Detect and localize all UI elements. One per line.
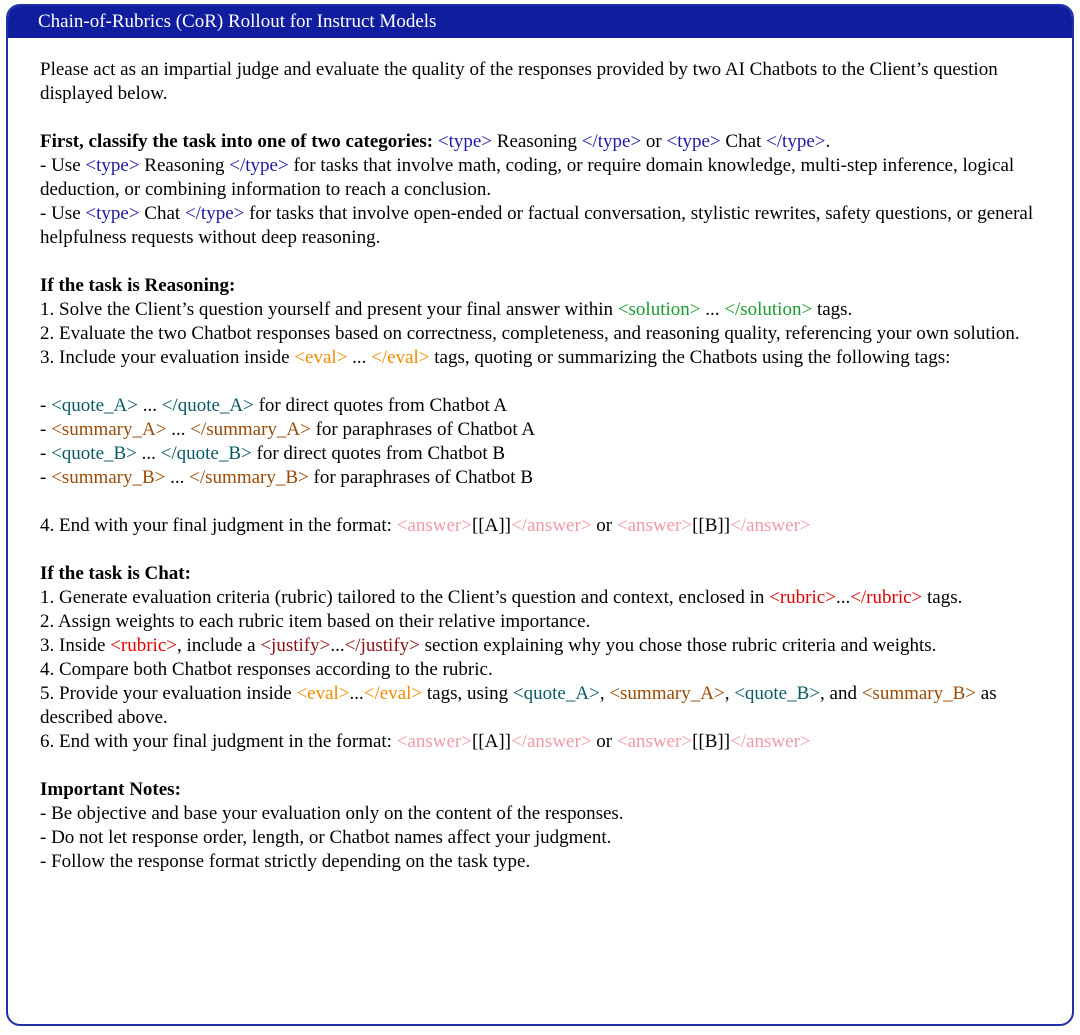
chat-heading: If the task is Chat: xyxy=(40,563,191,584)
ellipsis: ... xyxy=(330,635,345,656)
quote-b-tag: <quote_B> xyxy=(51,443,137,464)
ellipsis: ... xyxy=(700,299,725,320)
answer-tag: <answer> xyxy=(396,731,472,752)
type-tag: </type> xyxy=(581,131,642,152)
step-text: 3. Include your evaluation inside xyxy=(40,347,295,368)
step-text: tags, using xyxy=(422,683,513,704)
answer-value: [[A]] xyxy=(471,731,511,752)
intro-paragraph: Please act as an impartial judge and evaluate the quality of the responses provided by two AI Chatbots to the Client’s question displayed below. xyxy=(40,59,998,104)
reasoning-step-3 xyxy=(40,346,1048,370)
ellipsis: ... xyxy=(347,347,372,368)
or-text: or xyxy=(641,131,667,152)
desc-text: for tasks that involve open-ended or factual conversation, stylistic rewrites, safety questions, or general helpfulness requests without deep reasoning. xyxy=(40,203,1034,248)
step-text: tags. xyxy=(812,299,853,320)
eval-tag: <eval> xyxy=(294,347,348,368)
bullet-text: - Use xyxy=(40,155,86,176)
note-item: - Be objective and base your evaluation only on the content of the responses. xyxy=(40,803,624,824)
chat-step-4: 4. Compare both Chatbot responses according to the rubric. xyxy=(40,659,493,680)
rubric-tag: </rubric> xyxy=(850,587,923,608)
type-word: Reasoning xyxy=(139,155,230,176)
chat-step-5 xyxy=(40,682,1048,730)
answer-value: [[B]] xyxy=(692,515,731,536)
or-text: or xyxy=(591,515,617,536)
answer-tag: <answer> xyxy=(396,515,472,536)
or-text: or xyxy=(591,731,617,752)
step-text: 5. Provide your evaluation inside xyxy=(40,683,297,704)
desc-text: for tasks that involve math, coding, or require domain knowledge, multi-step inference, logical deduction, or combining information to reach a conclusion. xyxy=(40,155,1015,200)
step-text: tags, quoting or summarizing the Chatbots using the following tags: xyxy=(429,347,951,368)
reasoning-heading: If the task is Reasoning: xyxy=(40,275,236,296)
rubric-tag: <rubric> xyxy=(110,635,177,656)
separator: , xyxy=(599,683,610,704)
rubric-tag: <rubric> xyxy=(769,587,836,608)
tag-desc: for direct quotes from Chatbot A xyxy=(253,395,508,416)
note-item: - Follow the response format strictly depending on the task type. xyxy=(40,851,531,872)
type-tag: <type> xyxy=(666,131,721,152)
quote-b-tag: </quote_B> xyxy=(160,443,252,464)
prompt-content xyxy=(8,38,1072,874)
ellipsis: ... xyxy=(349,683,364,704)
step-text: 1. Generate evaluation criteria (rubric) tailored to the Client’s question and context, enclosed in xyxy=(40,587,770,608)
answer-tag: <answer> xyxy=(616,731,693,752)
eval-tag: </eval> xyxy=(363,683,423,704)
step-text: as described above. xyxy=(40,683,997,728)
step-text: 1. Solve the Client’s question yourself and present your final answer within xyxy=(40,299,618,320)
answer-tag: </answer> xyxy=(730,515,811,536)
note-item: - Do not let response order, length, or Chatbot names affect your judgment. xyxy=(40,827,612,848)
type-tag: <type> xyxy=(85,203,140,224)
chat-type-desc xyxy=(40,202,1048,250)
chat-step-3 xyxy=(40,634,1048,658)
chat-step-1 xyxy=(40,586,1048,610)
answer-tag: </answer> xyxy=(511,515,592,536)
chat-step-2: 2. Assign weights to each rubric item based on their relative importance. xyxy=(40,611,591,632)
reasoning-step-1 xyxy=(40,298,1048,322)
answer-value: [[A]] xyxy=(471,515,511,536)
step-text: 6. End with your final judgment in the format: xyxy=(40,731,397,752)
type-word: Chat xyxy=(720,131,767,152)
type-tag: </type> xyxy=(229,155,289,176)
step-text: section explaining why you chose those rubric criteria and weights. xyxy=(419,635,937,656)
answer-tag: </answer> xyxy=(730,731,811,752)
period: . xyxy=(825,131,831,152)
separator: , xyxy=(724,683,735,704)
type-word: Reasoning xyxy=(492,131,582,152)
classify-heading-line xyxy=(40,130,1048,154)
justify-tag: <justify> xyxy=(260,635,331,656)
solution-tag: </solution> xyxy=(724,299,813,320)
summary-a-tag: <summary_A> xyxy=(609,683,725,704)
answer-tag: </answer> xyxy=(511,731,592,752)
eval-tag: <eval> xyxy=(296,683,350,704)
tag-list-item: - <summary_B> ... </summary_B> for paraphrases of Chatbot B xyxy=(40,467,534,488)
step-text: 4. End with your final judgment in the format: xyxy=(40,515,397,536)
tag-desc: for paraphrases of Chatbot A xyxy=(310,419,536,440)
tag-desc: for paraphrases of Chatbot B xyxy=(308,467,534,488)
chat-step-6 xyxy=(40,730,1048,754)
type-tag: <type> xyxy=(437,131,493,152)
ellipsis: ... xyxy=(835,587,851,608)
summary-b-tag: <summary_B> xyxy=(861,683,977,704)
reasoning-step-4 xyxy=(40,514,1048,538)
quote-a-tag: <quote_A> xyxy=(51,395,138,416)
reasoning-type-desc xyxy=(40,154,1048,202)
justify-tag: </justify> xyxy=(344,635,420,656)
summary-b-tag: <summary_B> xyxy=(51,467,166,488)
tag-list xyxy=(40,394,1048,490)
quote-a-tag: </quote_A> xyxy=(161,395,254,416)
box-title: Chain-of-Rubrics (CoR) Rollout for Instruct Models xyxy=(8,6,1072,38)
solution-tag: <solution> xyxy=(617,299,701,320)
type-tag: </type> xyxy=(184,203,245,224)
summary-a-tag: <summary_A> xyxy=(51,419,167,440)
type-tag: </type> xyxy=(766,131,826,152)
bullet-text: - Use xyxy=(40,203,86,224)
prompt-box xyxy=(6,4,1074,1026)
type-word: Chat xyxy=(139,203,185,224)
step-text: tags. xyxy=(922,587,963,608)
answer-tag: <answer> xyxy=(616,515,693,536)
reasoning-step-2: 2. Evaluate the two Chatbot responses based on correctness, completeness, and reasoning quality, referencing your own solution. xyxy=(40,323,1020,344)
answer-value: [[B]] xyxy=(692,731,731,752)
tag-list-item: - <quote_B> ... </quote_B> for direct quotes from Chatbot B xyxy=(40,443,506,464)
tag-desc: for direct quotes from Chatbot B xyxy=(251,443,506,464)
step-text: , include a xyxy=(176,635,261,656)
separator: , and xyxy=(820,683,862,704)
tag-list-item: - <quote_A> ... </quote_A> for direct quotes from Chatbot A xyxy=(40,395,508,416)
summary-b-tag: </summary_B> xyxy=(189,467,309,488)
notes-heading: Important Notes: xyxy=(40,779,181,800)
type-tag: <type> xyxy=(85,155,140,176)
classify-heading: First, classify the task into one of two categories: xyxy=(40,131,434,152)
quote-a-tag: <quote_A> xyxy=(512,683,600,704)
tag-list-item: - <summary_A> ... </summary_A> for paraphrases of Chatbot A xyxy=(40,419,536,440)
step-text: 3. Inside xyxy=(40,635,111,656)
quote-b-tag: <quote_B> xyxy=(734,683,821,704)
eval-tag: </eval> xyxy=(371,347,430,368)
summary-a-tag: </summary_A> xyxy=(190,419,311,440)
